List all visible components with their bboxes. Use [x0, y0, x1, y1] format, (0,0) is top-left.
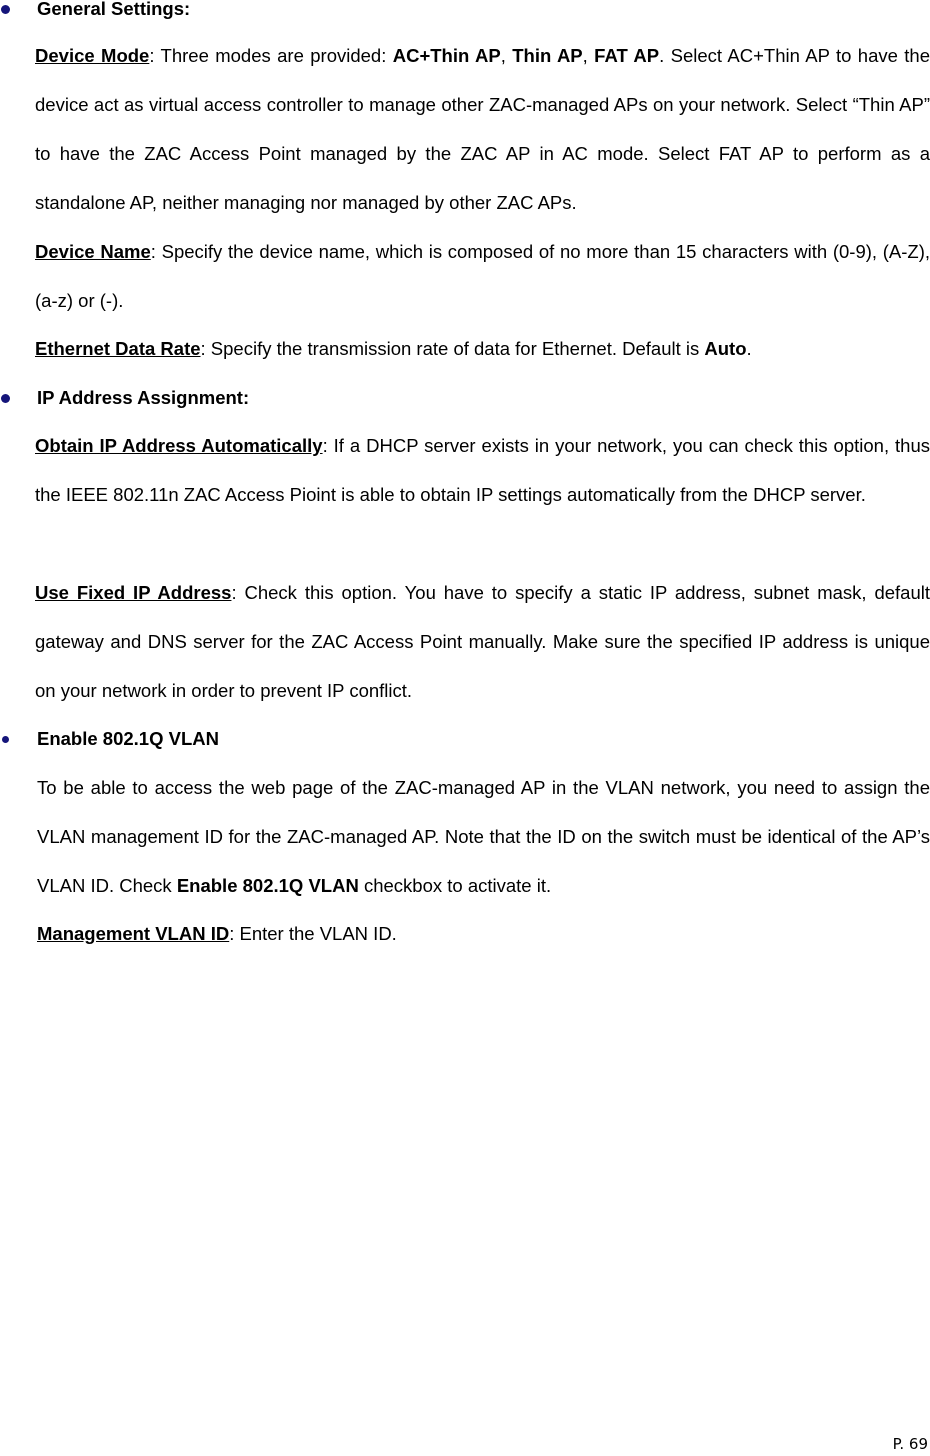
separator: ,	[500, 45, 513, 66]
heading-ip-text: IP Address Assignment:	[37, 387, 250, 408]
obtain-ip-description: : If a DHCP server exists in your network, you can check this option, thus the IEEE 802.11n ZAC Access Pioint is able to obtain IP settings automatically from the DHCP server.	[35, 435, 930, 505]
vlan-checkbox-name: Enable 802.1Q VLAN	[176, 875, 359, 896]
period: .	[746, 338, 752, 359]
bullet-icon	[2, 736, 9, 743]
section-heading-ip	[0, 386, 249, 410]
paragraph-fixed-ip	[35, 568, 930, 715]
device-name-description: : Specify the device name, which is composed of no more than 15 characters with (0-9), (A-Z), (a-z) or (-).	[35, 241, 930, 311]
section-heading-general	[0, 0, 190, 21]
bullet-icon	[1, 394, 10, 403]
paragraph-ethernet-rate	[35, 324, 930, 373]
device-mode-text: : Three modes are provided:	[149, 45, 393, 66]
term-device-mode: Device Mode	[35, 45, 150, 66]
separator: ,	[582, 45, 595, 66]
paragraph-mgmt-vlan-id	[37, 909, 930, 958]
vlan-intro-text: To be able to access the web page of the ZAC-managed AP in the VLAN network, you need to assign the VLAN management ID for the ZAC-managed AP. Note that the ID on the switch must be identical of the AP’s VLAN ID. Check	[37, 777, 930, 896]
mode-fat-ap: FAT AP	[594, 45, 660, 66]
paragraph-device-mode	[35, 31, 930, 227]
ethernet-rate-default: Auto	[704, 338, 747, 359]
term-obtain-ip: Obtain IP Address Automatically	[35, 435, 323, 456]
paragraph-obtain-ip	[35, 421, 930, 519]
device-mode-description: . Select AC+Thin AP to have the device act as virtual access controller to manage other ZAC-managed APs on your network. Select “Thin AP” to have the ZAC Access Point managed by the ZAC AP in AC mode. Select FAT AP to perform as a standalone AP, neither managing nor managed by other ZAC APs.	[35, 45, 930, 213]
ethernet-rate-description: : Specify the transmission rate of data for Ethernet. Default is	[200, 338, 705, 359]
page-number: P. 69	[892, 1435, 928, 1453]
heading-vlan-text: Enable 802.1Q VLAN	[37, 728, 219, 749]
section-heading-vlan	[0, 727, 219, 751]
fixed-ip-description: : Check this option. You have to specify a static IP address, subnet mask, default gateway and DNS server for the ZAC Access Point manually. Make sure the specified IP address is unique on your network in order to prevent IP conflict.	[35, 582, 930, 701]
mgmt-vlan-id-description: : Enter the VLAN ID.	[229, 923, 397, 944]
paragraph-vlan-intro	[37, 763, 930, 910]
paragraph-device-name	[35, 227, 930, 325]
vlan-intro-end: checkbox to activate it.	[358, 875, 552, 896]
mode-thin-ap: Thin AP	[512, 45, 583, 66]
heading-general-text: General Settings:	[37, 0, 191, 19]
term-management-vlan-id: Management VLAN ID	[37, 923, 230, 944]
mode-ac-thin-ap: AC+Thin AP	[392, 45, 501, 66]
term-ethernet-data-rate: Ethernet Data Rate	[35, 338, 201, 359]
term-device-name: Device Name	[35, 241, 151, 262]
bullet-icon	[1, 5, 10, 14]
term-fixed-ip: Use Fixed IP Address	[35, 582, 232, 603]
